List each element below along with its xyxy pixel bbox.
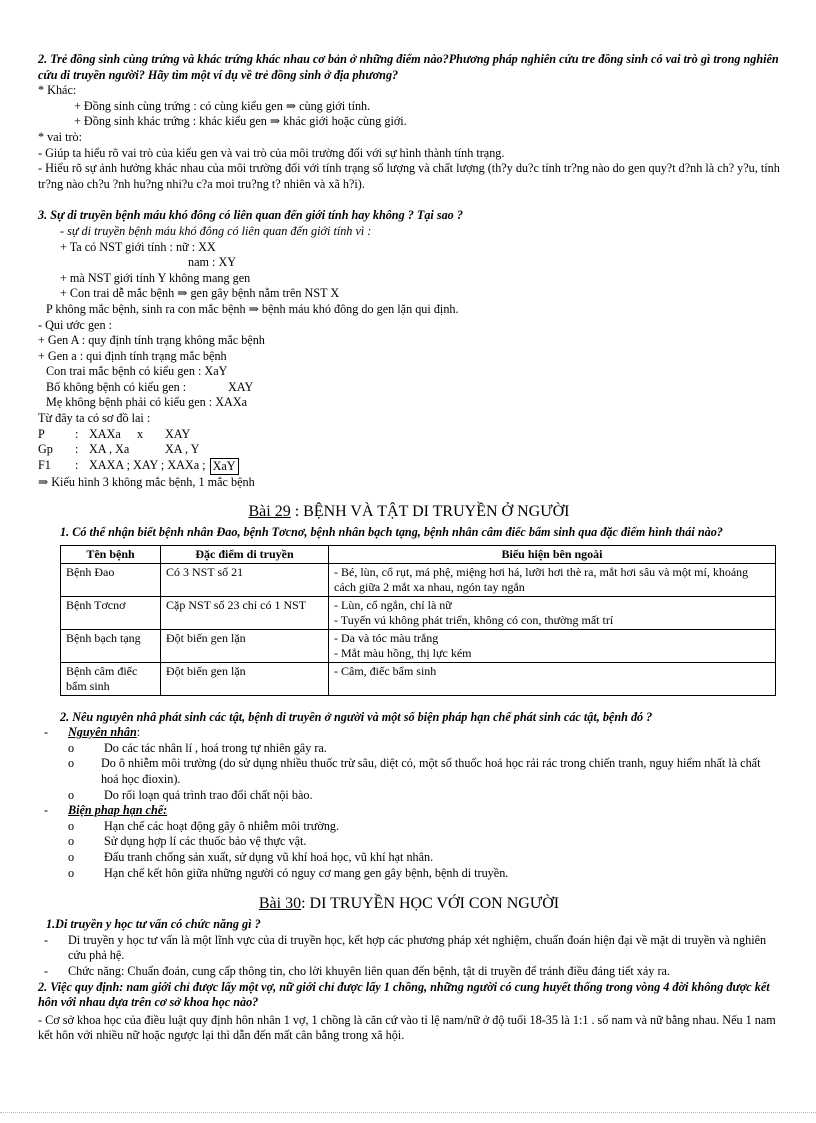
cross-f1-row [38, 458, 780, 476]
bai30-number: Bài 30 [258, 895, 302, 913]
q2-vaitro-label: * vai trò: [38, 129, 83, 144]
circle-bullet-icon: o [68, 865, 75, 880]
cross-p-colon: : [75, 426, 79, 441]
question-q2-title: 2. Trẻ đồng sinh cùng trứng và khác trứng khác nhau cơ bản ở những điểm nào?Phương pháp nghiên cứu tre đồng sinh có vai trò gì trong nghiên cứu di truyền người? Hãy tìm một ví dụ về trẻ đồng sinh ở địa phương? [38, 52, 779, 82]
measures-list [38, 819, 780, 881]
q3-line-5: + Con trai dễ mắc bệnh ⇒ gen gây bệnh nằm trên NST X [60, 286, 340, 301]
q2-line-2: + Đồng sinh khác trứng : khác kiểu gen ⇒ khác giới hoặc cùng giới. [74, 114, 407, 129]
symptom-line: - Da và tóc màu trắng [334, 630, 439, 645]
cross-p-label: P [38, 426, 45, 441]
list-item: o Đấu tranh chống sản xuất, sử dụng vũ khí hoá học, vũ khí hạt nhân. [38, 850, 780, 866]
q3-line-11-genotype: XAY [228, 379, 254, 394]
bai29-title: : BỆNH VÀ TẬT DI TRUYỀN Ở NGƯỜI [290, 503, 570, 521]
symptom-line: - Câm, điếc bẩm sinh [334, 663, 437, 678]
q3-line-2: + Ta có NST giới tính : nữ : XX [60, 239, 216, 254]
q3-line-8: + Gen A : quy định tính trạng không mắc bệnh [38, 333, 265, 348]
table-cell-symptoms [329, 563, 776, 596]
q3-line-9: + Gen a : qui định tính trạng mắc bệnh [38, 348, 227, 363]
circle-bullet-icon: o [68, 849, 75, 864]
cross-gp-father: XA , Y [165, 442, 200, 457]
q2-line-1: + Đồng sinh cùng trứng : có cùng kiểu gen ⇒ cùng giới tính. [74, 98, 371, 113]
cross-gp-label: Gp [38, 442, 53, 457]
q3-line-7: - Qui ước gen : [38, 317, 112, 332]
table-header-cell: Tên bệnh [61, 545, 161, 563]
cross-p-mother: XAXa [89, 426, 121, 441]
dash-bullet: - [44, 932, 49, 947]
measures-heading [38, 803, 780, 819]
q3-line-1: - sự di truyền bệnh máu khó đông có liên quan đến giới tính vì : [60, 223, 372, 238]
q3-line-3: nam : XY [188, 255, 237, 270]
dash-bullet: - [44, 963, 49, 978]
q3-line-12: Mẹ không bệnh phải có kiểu gen : XAXa [46, 395, 248, 410]
cross-p-father: XAY [165, 426, 191, 441]
q3-line-10: Con trai mắc bệnh có kiểu gen : XaY [46, 364, 228, 379]
symptom-line: - Tuyến vú không phát triển, không có con, thường mất trí [334, 612, 614, 627]
cross-p-x: x [137, 426, 144, 441]
bai30-question-1: 1.Di truyền y học tư vấn có chức năng gì ? [46, 917, 261, 932]
symptom-line: - Mắt màu hồng, thị lực kém [334, 645, 472, 660]
table-cell-symptoms [329, 629, 776, 662]
dash-bullet: - [44, 803, 49, 818]
table-cell-genetics: Đột biến gen lặn [161, 629, 329, 662]
q2-line-4: - Hiểu rõ sự ảnh hưởng khác nhau của môi trường đối với tính trạng số lượng và chất lượng (th?y du?c tính tr?ng nào do gen quy?t d?nh là ch? y?u, tính tr?ng nào ch?u ?nh hu?ng nhi?u c?a moi tru?ng t? nhiên và xã h?i). [38, 161, 780, 191]
circle-bullet-icon: o [68, 818, 75, 833]
cross-f1-label: F1 [38, 457, 51, 472]
cause-label: Nguyên nhân [68, 725, 137, 740]
table-cell-name: Bệnh Đao [61, 563, 161, 596]
list-item: o Hạn chế kết hôn giữa những người có nguy cơ mang gen gây bệnh, bệnh di truyền. [38, 866, 780, 882]
table-header-row [61, 545, 776, 563]
bai29-question-1: 1. Có thể nhận biết bệnh nhân Đao, bệnh Tơcnơ, bệnh nhân bạch tạng, bệnh nhân câm điếc bẩm sinh qua đặc điểm hình thái nào? [60, 525, 723, 540]
measures-label: Biện phap hạn chế: [68, 803, 168, 818]
table-cell-genetics: Cặp NST số 23 chỉ có 1 NST [161, 596, 329, 629]
cross-f1-colon: : [75, 457, 79, 472]
cross-gp-mother: XA , Xa [89, 442, 130, 457]
bai29-question-2: 2. Nêu nguyên nhâ phát sinh các tật, bệnh di truyền ở người và một số biện pháp hạn chế phát sinh các tật, bệnh đó ? [60, 709, 653, 724]
bai30-answer-3: - Cơ sở khoa học của điều luật quy định hôn nhân 1 vợ, 1 chồng là căn cứ vào tỉ lệ nam/nữ ở độ tuổi 18-35 là 1:1 . số nam và nữ bằng nhau. Nếu 1 nam kết hôn với nhiều nữ hoặc ngược lại thì dẫn đến mất cân bằng trong xã hội. [38, 1012, 776, 1043]
cross-gp-colon: : [75, 442, 79, 457]
q3-line-4: + mà NST giới tính Y không mang gen [60, 270, 251, 285]
cross-f1-boxed-genotype: XaY [210, 458, 239, 476]
document-page [38, 52, 780, 1044]
table-header-cell: Đặc điểm di truyền [161, 545, 329, 563]
table-cell-genetics: Đột biến gen lặn [161, 662, 329, 695]
page-bottom-border [0, 1112, 816, 1114]
cause-list [38, 741, 780, 803]
bai30-answer-1: - Di truyền y học tư vấn là một lĩnh vực của di truyền học, kết hợp các phương pháp xét nghiệm, chuẩn đoán hiện đại về mặt di truyền và nghiên cứu phả hệ. [38, 933, 780, 964]
table-header-cell: Biểu hiện bên ngoài [329, 545, 776, 563]
cross-f1-genotypes: XAXA ; XAY ; XAXa ; [89, 457, 206, 472]
circle-bullet-icon: o [68, 834, 75, 849]
table-cell-name: Bệnh Tơcnơ [61, 596, 161, 629]
bai30-title: : DI TRUYỀN HỌC VỚI CON NGƯỜI [301, 895, 560, 913]
question-q3-title: 3. Sự di truyền bệnh máu khó đông có liên quan đến giới tính hay không ? Tại sao ? [38, 208, 463, 223]
list-item: o Do các tác nhân lí , hoá trong tự nhiên gây ra. [38, 741, 780, 757]
list-item: o Do ô nhiễm môi trường (do sử dụng nhiều thuốc trừ sâu, diệt cỏ, một số thuốc hoá học rải rác trong chiến tranh, nguy hiểm nhất là chất hoá học đioxin). [38, 756, 780, 787]
table-cell-name: Bệnh câm điếc bẩm sinh [61, 662, 161, 695]
cross-phenotype: ⇒ Kiểu hình 3 không mắc bệnh, 1 mắc bệnh [38, 475, 255, 490]
q3-line-6: P không mắc bệnh, sinh ra con mắc bệnh ⇒ bệnh máu khó đông do gen lặn qui định. [46, 301, 459, 316]
q3-line-11 [38, 380, 780, 396]
table-cell-symptoms [329, 662, 776, 695]
circle-bullet-icon: o [68, 787, 75, 802]
table-row [61, 662, 776, 695]
list-item: o Hạn chế các hoạt động gây ô nhiễm môi trường. [38, 819, 780, 835]
list-item: o Sử dụng hợp lí các thuốc bảo vệ thực vật. [38, 834, 780, 850]
cross-p-row [38, 427, 780, 443]
circle-bullet-icon: o [68, 756, 75, 771]
q2-khac-label: * Khác: [38, 83, 77, 98]
q2-line-3: - Giúp ta hiểu rõ vai trò của kiểu gen và vai trò của môi trường đối với sự hình thành tính trạng. [38, 145, 505, 160]
cause-heading: - Nguyên nhân: [38, 725, 780, 741]
dash-bullet: - [44, 725, 49, 740]
q3-line-11-text: Bố không bệnh có kiểu gen : [46, 379, 187, 394]
table-row [61, 629, 776, 662]
list-item: o Do rối loạn quá trình trao đổi chất nội bào. [38, 788, 780, 804]
section-bai30-heading [38, 895, 780, 913]
table-cell-name: Bệnh bạch tạng [61, 629, 161, 662]
table-cell-genetics: Có 3 NST số 21 [161, 563, 329, 596]
bai30-question-2: 2. Việc quy định: nam giới chỉ được lấy một vợ, nữ giới chỉ được lấy 1 chồng, những người có cung huyết thống trong vòng 4 đời không được kết hôn với nhau dựa trên cơ sở khoa học nào? [38, 979, 770, 1010]
q3-line-13: Từ đây ta có sơ đồ lai : [38, 411, 151, 426]
circle-bullet-icon: o [68, 740, 75, 755]
bai29-number: Bài 29 [248, 503, 291, 521]
cross-gp-row [38, 442, 780, 458]
symptom-line: - Lùn, cổ ngắn, chỉ là nữ [334, 597, 452, 612]
disease-table [60, 545, 776, 696]
bai30-answer-2: - Chức năng: Chuẩn đoán, cung cấp thông tin, cho lời khuyên liên quan đến bệnh, tật di truyền để tránh điều đáng tiết xảy ra. [38, 964, 780, 980]
section-bai29-heading [38, 503, 780, 521]
symptom-line: - Bé, lùn, cổ rụt, má phệ, miệng hơi há, lưỡi hơi thè ra, mắt hơi sâu và một mí, khoảng cách giữa 2 mắt xa nhau, ngón tay ngắn [334, 564, 749, 594]
table-row [61, 596, 776, 629]
table-cell-symptoms [329, 596, 776, 629]
table-row [61, 563, 776, 596]
